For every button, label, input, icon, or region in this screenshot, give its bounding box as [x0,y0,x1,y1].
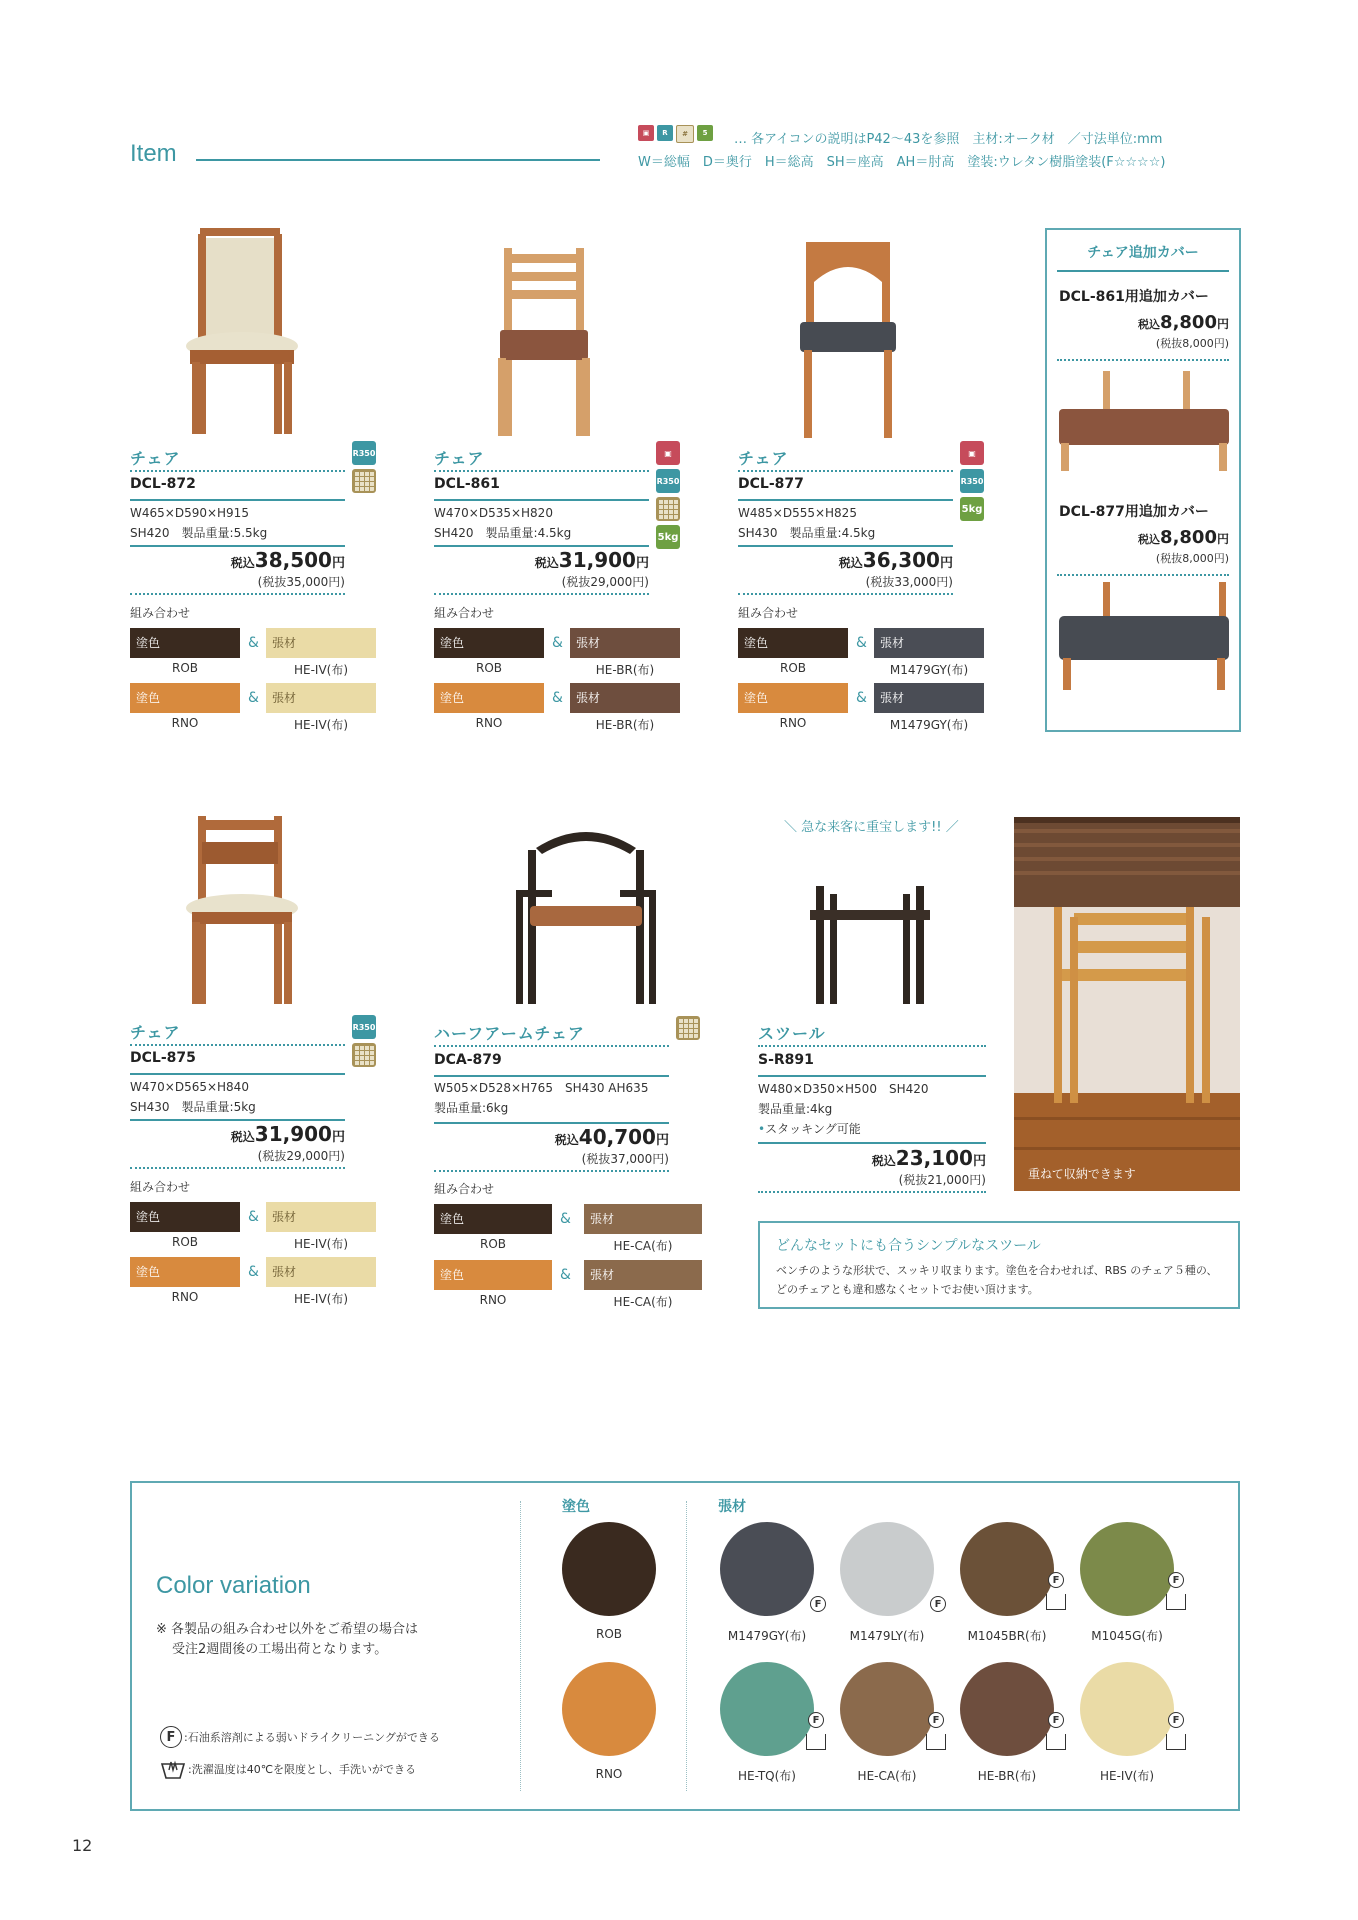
fabric-swatch-m1479gy: 張材 [874,628,984,658]
teal-rule [738,545,953,547]
note-body: ベンチのような形状で、スッキリ収まります。塗色を合わせれば、RBS のチェア５種の、どのチェアとも違和感なくセットでお使い頂けます。 [776,1264,1218,1296]
teal-rule [130,1119,345,1121]
ampersand: & [856,635,867,651]
price-with-tax: 税込31,900円 [230,1122,345,1146]
price-without-tax: (税抜29,000円) [257,1149,345,1163]
price-without-tax: (税抜35,000円) [257,575,345,589]
teal-rule [130,1073,345,1075]
weight-icon: 5 [697,125,713,141]
legend-dry-cleaning [160,1726,440,1748]
product-icons [352,1015,376,1067]
dry-clean-icon: F [928,1712,944,1728]
legend-hand-wash [160,1758,416,1780]
custom-order-note-2: 受注2週間後の工場出荷となります。 [172,1642,388,1657]
page-number: 12 [72,1836,93,1855]
dry-clean-icon: F [810,1596,826,1612]
fabric-swatch-he-br: 張材 [570,683,680,713]
fabric-code: HE-CA(布) [613,1295,673,1309]
product-code: DCA-879 [434,1052,502,1068]
grid-icon [676,1016,700,1040]
paint-swatch-rno: 塗色 [130,683,240,713]
dotted-rule [434,1170,669,1172]
fabric-chip-label: HE-CA(布) [857,1769,917,1783]
fabric-swatch-he-iv: 張材 [266,683,376,713]
icon-reference-note: … 各アイコンの説明はP42～43を参照 主材:オーク材 ／寸法単位:mm [734,132,1163,147]
grid-icon [352,469,376,493]
dotted-rule [1057,359,1229,361]
product-image-dca-879 [486,820,686,1006]
combination-label: 組み合わせ [130,1180,191,1194]
column-divider [686,1501,687,1791]
product-dimensions: W470×D565×H840 [130,1080,249,1094]
photo-caption: 重ねて収納できます [1028,1167,1136,1181]
product-icons [656,441,680,549]
paint-swatch-rob: 塗色 [738,628,848,658]
product-code: DCL-861 [434,476,500,492]
hand-wash-icon [1046,1734,1066,1750]
product-seat-weight: SH420 製品重量:5.5kg [130,526,268,540]
fabric-swatch-m1479gy: 張材 [874,683,984,713]
ampersand: & [248,1209,259,1225]
product-seat-weight: SH430 製品重量:4.5kg [738,526,876,540]
stacking-note: •スタッキング可能 [758,1122,861,1136]
fabric-swatch-he-ca: 張材 [584,1204,702,1234]
paint-code: RNO [475,716,503,730]
teal-rule [758,1142,986,1144]
fabric-code: HE-IV(布) [293,718,349,732]
product-dimensions: W465×D590×H915 [130,506,249,520]
fabric-swatch-he-iv: 張材 [266,628,376,658]
dotted-rule [758,1191,986,1193]
fabric-chip-label: M1479LY(布) [849,1629,925,1643]
dotted-rule [1057,574,1229,576]
chair-icon: ▣ [960,441,984,465]
cover-price-ex: (税抜8,000円) [1155,337,1229,350]
paint-chip-rob [562,1522,656,1616]
fabric-chip-m1045g [1080,1522,1174,1616]
hand-wash-icon [1166,1734,1186,1750]
abbreviation-note: W＝総幅 D＝奥行 H＝総高 SH＝座高 AH＝肘高 塗装:ウレタン樹脂塗装(F☆☆☆☆) [638,155,1166,170]
product-weight: 製品重量:6kg [434,1101,509,1115]
dotted-rule [738,470,953,472]
product-image-dcl-872 [130,228,350,438]
teal-rule [434,499,649,501]
fabric-chip-he-ca [840,1662,934,1756]
teal-rule [130,499,345,501]
product-name: チェア [130,1023,181,1042]
product-seat-weight: SH430 製品重量:5kg [130,1100,256,1114]
product-image-dcl-875 [130,816,350,1006]
teal-rule [738,499,953,501]
teal-rule [130,545,345,547]
stacked-stools-photo [1014,817,1240,1191]
fabric-swatch-he-iv: 張材 [266,1202,376,1232]
chair-icon: ▣ [656,441,680,465]
fabric-chip-he-tq [720,1662,814,1756]
r350-icon: R [657,125,673,141]
fabric-code: M1479GY(布) [889,718,969,732]
color-variation-title: Color variation [156,1572,311,1599]
paint-swatch-rno: 塗色 [434,683,544,713]
ampersand: & [560,1211,571,1227]
combination-label: 組み合わせ [130,606,191,620]
r350-icon: R350 [352,1015,376,1039]
product-code: DCL-877 [738,476,804,492]
paint-code: RNO [779,716,807,730]
paint-swatch-rno: 塗色 [130,1257,240,1287]
weight-icon: 5kg [656,525,680,549]
grid-icon [656,497,680,521]
teal-rule [434,1122,669,1124]
weight-icon: 5kg [960,497,984,521]
product-image-s-r891 [800,880,940,1006]
dotted-rule [130,593,345,595]
title-rule [196,159,600,161]
price-without-tax: (税抜33,000円) [865,575,953,589]
hand-wash-icon [806,1734,826,1750]
ampersand: & [552,635,563,651]
paint-code: ROB [479,1237,506,1251]
ampersand: & [248,690,259,706]
ampersand: & [560,1267,571,1283]
dry-clean-icon: F [160,1726,182,1748]
product-name: チェア [434,449,485,468]
product-icons [960,441,984,521]
product-dimensions: W505×D528×H765 SH430 AH635 [434,1081,649,1095]
fabric-chip-label: HE-BR(布) [977,1769,1037,1783]
hand-wash-icon [1046,1594,1066,1610]
product-icons [352,441,376,493]
price-with-tax: 税込36,300円 [838,548,953,572]
fabric-chip-label: HE-TQ(布) [738,1769,796,1783]
cover-price: 税込8,800円 [1138,312,1229,333]
chair-cover-panel [1045,228,1241,732]
product-icons [676,1016,700,1040]
cover-price-ex: (税抜8,000円) [1155,552,1229,565]
teal-rule [1057,270,1229,272]
price-without-tax: (税抜37,000円) [581,1152,669,1166]
product-name: ハーフアームチェア [434,1024,585,1043]
fabric-code: HE-CA(布) [613,1239,673,1253]
note-title: どんなセットにも合うシンプルなスツール [776,1238,1041,1254]
fabric-swatch-he-iv: 張材 [266,1257,376,1287]
cover-price: 税込8,800円 [1138,527,1229,548]
fabric-swatch-he-ca: 張材 [584,1260,702,1290]
product-seat-weight: SH420 製品重量:4.5kg [434,526,572,540]
dry-clean-icon: F [1048,1712,1064,1728]
product-image-dcl-861 [434,248,654,438]
dotted-rule [434,1045,669,1047]
cover-title: チェア追加カバー [1087,245,1199,261]
stool-note-box [758,1221,1240,1309]
grid-icon: # [676,125,694,143]
product-name: スツール [758,1024,826,1043]
header-icon-row [638,125,713,143]
dry-clean-icon: F [1048,1572,1064,1588]
fabric-chip-label: M1045BR(布) [967,1629,1047,1643]
ampersand: & [248,1264,259,1280]
paint-chip-label: ROB [595,1627,622,1641]
legend-text: :洗濯温度は40℃を限度とし、手洗いができる [188,1763,417,1776]
fabric-chip-m1045br [960,1522,1054,1616]
price-with-tax: 税込40,700円 [554,1125,669,1149]
paint-heading: 塗色 [562,1499,590,1515]
product-code: DCL-875 [130,1050,196,1066]
chair-icon: ▣ [638,125,654,141]
fabric-code: HE-IV(布) [293,1237,349,1251]
hand-wash-icon [160,1758,186,1780]
dotted-rule [434,470,649,472]
price-without-tax: (税抜21,000円) [898,1173,986,1187]
fabric-chip-label: HE-IV(布) [1099,1769,1155,1783]
dotted-rule [130,1044,345,1046]
fabric-chip-label: M1045G(布) [1091,1629,1163,1643]
legend-text: :石油系溶剤による弱いドライクリーニングができる [184,1731,440,1744]
hand-wash-icon [1166,1594,1186,1610]
combination-label: 組み合わせ [434,606,495,620]
price-with-tax: 税込23,100円 [871,1146,986,1170]
paint-code: ROB [171,1235,198,1249]
r350-icon: R350 [960,469,984,493]
paint-swatch-rob: 塗色 [130,1202,240,1232]
fabric-chip-m1479ly [840,1522,934,1616]
teal-rule [758,1075,986,1077]
cover-name-dcl-877: DCL-877用追加カバー [1059,504,1209,520]
paint-swatch-rob: 塗色 [434,1204,552,1234]
dry-clean-icon: F [930,1596,946,1612]
ampersand: & [552,690,563,706]
product-name: チェア [738,449,789,468]
fabric-chip-label: M1479GY(布) [727,1629,807,1643]
price-with-tax: 税込31,900円 [534,548,649,572]
product-code: DCL-872 [130,476,196,492]
product-weight: 製品重量:4kg [758,1102,833,1116]
product-code: S-R891 [758,1052,814,1068]
column-divider [520,1501,521,1791]
fabric-code: HE-IV(布) [293,663,349,677]
dotted-rule [738,593,953,595]
ampersand: & [856,690,867,706]
dotted-rule [434,593,649,595]
fabric-code: HE-BR(布) [595,663,655,677]
cover-image-dcl-861 [1059,371,1239,475]
ampersand: & [248,635,259,651]
teal-rule [434,1075,669,1077]
fabric-code: M1479GY(布) [889,663,969,677]
fabric-code: HE-BR(布) [595,718,655,732]
paint-swatch-rob: 塗色 [130,628,240,658]
product-dimensions: W480×D350×H500 SH420 [758,1082,929,1096]
dry-clean-icon: F [808,1712,824,1728]
paint-chip-label: RNO [595,1767,623,1781]
dotted-rule [130,1167,345,1169]
fabric-heading: 張材 [718,1499,746,1515]
fabric-code: HE-IV(布) [293,1292,349,1306]
teal-rule [434,545,649,547]
dry-clean-icon: F [1168,1712,1184,1728]
custom-order-note: ※ 各製品の組み合わせ以外をご希望の場合は [156,1622,419,1637]
combination-label: 組み合わせ [434,1182,495,1196]
fabric-swatch-he-br: 張材 [570,628,680,658]
price-with-tax: 税込38,500円 [230,548,345,572]
fabric-chip-he-iv [1080,1662,1174,1756]
dotted-rule [130,470,345,472]
dotted-rule [758,1045,986,1047]
paint-swatch-rno: 塗色 [434,1260,552,1290]
cover-name-dcl-861: DCL-861用追加カバー [1059,289,1209,305]
section-title: Item [130,140,177,167]
grid-icon [352,1043,376,1067]
paint-chip-rno [562,1662,656,1756]
paint-code: ROB [171,661,198,675]
r350-icon: R350 [352,441,376,465]
paint-code: RNO [171,1290,199,1304]
paint-swatch-rob: 塗色 [434,628,544,658]
r350-icon: R350 [656,469,680,493]
combination-label: 組み合わせ [738,606,799,620]
paint-code: RNO [479,1293,507,1307]
product-dimensions: W485×D555×H825 [738,506,857,520]
product-name: チェア [130,449,181,468]
dry-clean-icon: F [1168,1572,1184,1588]
paint-code: ROB [475,661,502,675]
price-without-tax: (税抜29,000円) [561,575,649,589]
fabric-chip-he-br [960,1662,1054,1756]
stool-catchphrase: ＼ 急な来客に重宝します!! ／ [784,820,959,835]
paint-code: RNO [171,716,199,730]
cover-image-dcl-877 [1059,582,1239,696]
paint-swatch-rno: 塗色 [738,683,848,713]
product-dimensions: W470×D535×H820 [434,506,553,520]
paint-code: ROB [779,661,806,675]
hand-wash-icon [926,1734,946,1750]
product-image-dcl-877 [738,242,958,438]
fabric-chip-m1479gy [720,1522,814,1616]
